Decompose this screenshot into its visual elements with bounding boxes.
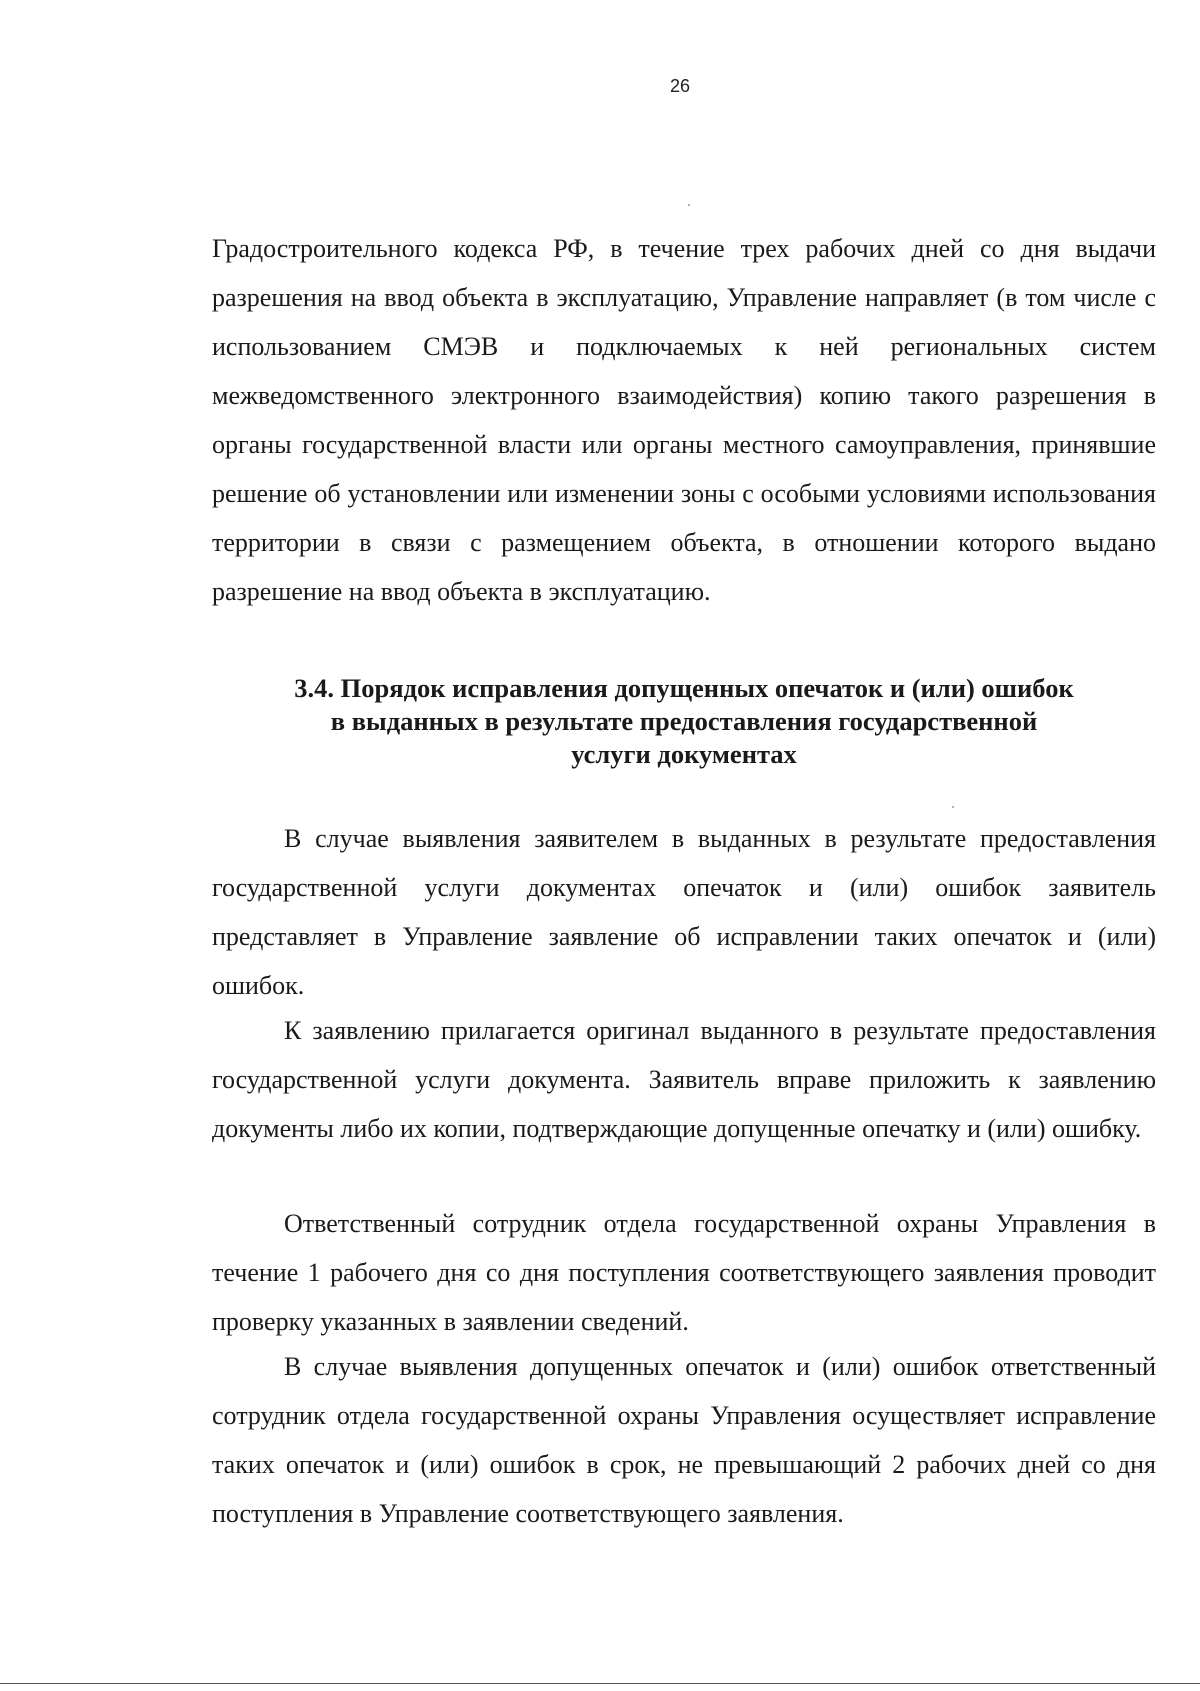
paragraph-correction-deadline: В случае выявления допущенных опечаток и (или) ошибок ответственный сотрудник отдела государственной охраны Управления осуществляет исправление таких опечаток и (или) ошибок в срок, не превышающий 2 рабочих дней со дня поступления в Управление соответствующего заявления. xyxy=(212,1352,1156,1528)
scan-speck xyxy=(688,204,690,206)
page-number: 26 xyxy=(669,76,691,96)
paragraph-typo-detection: В случае выявления заявителем в выданных в результате предоставления государственной услуги документах опечаток и (или) ошибок заявитель представляет в Управление заявление об исправлении таких опечаток и (или) ошибок. xyxy=(212,824,1156,1000)
section-heading-line: в выданных в результате предоставления государственной xyxy=(330,706,1038,736)
scan-speck xyxy=(952,806,954,808)
paragraph-attachments: К заявлению прилагается оригинал выданного в результате предоставления государственной услуги документа. Заявитель вправе приложить к заявлению документы либо их копии, подтверждающие допущенные опечатку и (или) ошибку. xyxy=(212,1016,1156,1143)
paragraph-verification: Ответственный сотрудник отдела государственной охраны Управления в течение 1 рабочего дня со дня поступления соответствующего заявления проводит проверку указанных в заявлении сведений. xyxy=(212,1209,1156,1336)
section-heading-3-4 xyxy=(212,672,1156,771)
section-heading-line: услуги документах xyxy=(571,739,797,769)
section-heading-line: 3.4. Порядок исправления допущенных опечаток и (или) ошибок xyxy=(294,673,1074,703)
scan-bottom-edge xyxy=(0,1683,1200,1684)
paragraph-continuation: Градостроительного кодекса РФ, в течение трех рабочих дней со дня выдачи разрешения на ввод объекта в эксплуатацию, Управление направляет (в том числе с использованием СМЭВ и подключаемых к ней региональных систем межведомственного электронного взаимодействия) копию такого разрешения в органы государственной власти или органы местного самоуправления, принявшие решение об установлении или изменении зоны с особыми условиями использования территории в связи с размещением объекта, в отношении которого выдано разрешение на ввод объекта в эксплуатацию. xyxy=(212,234,1156,606)
